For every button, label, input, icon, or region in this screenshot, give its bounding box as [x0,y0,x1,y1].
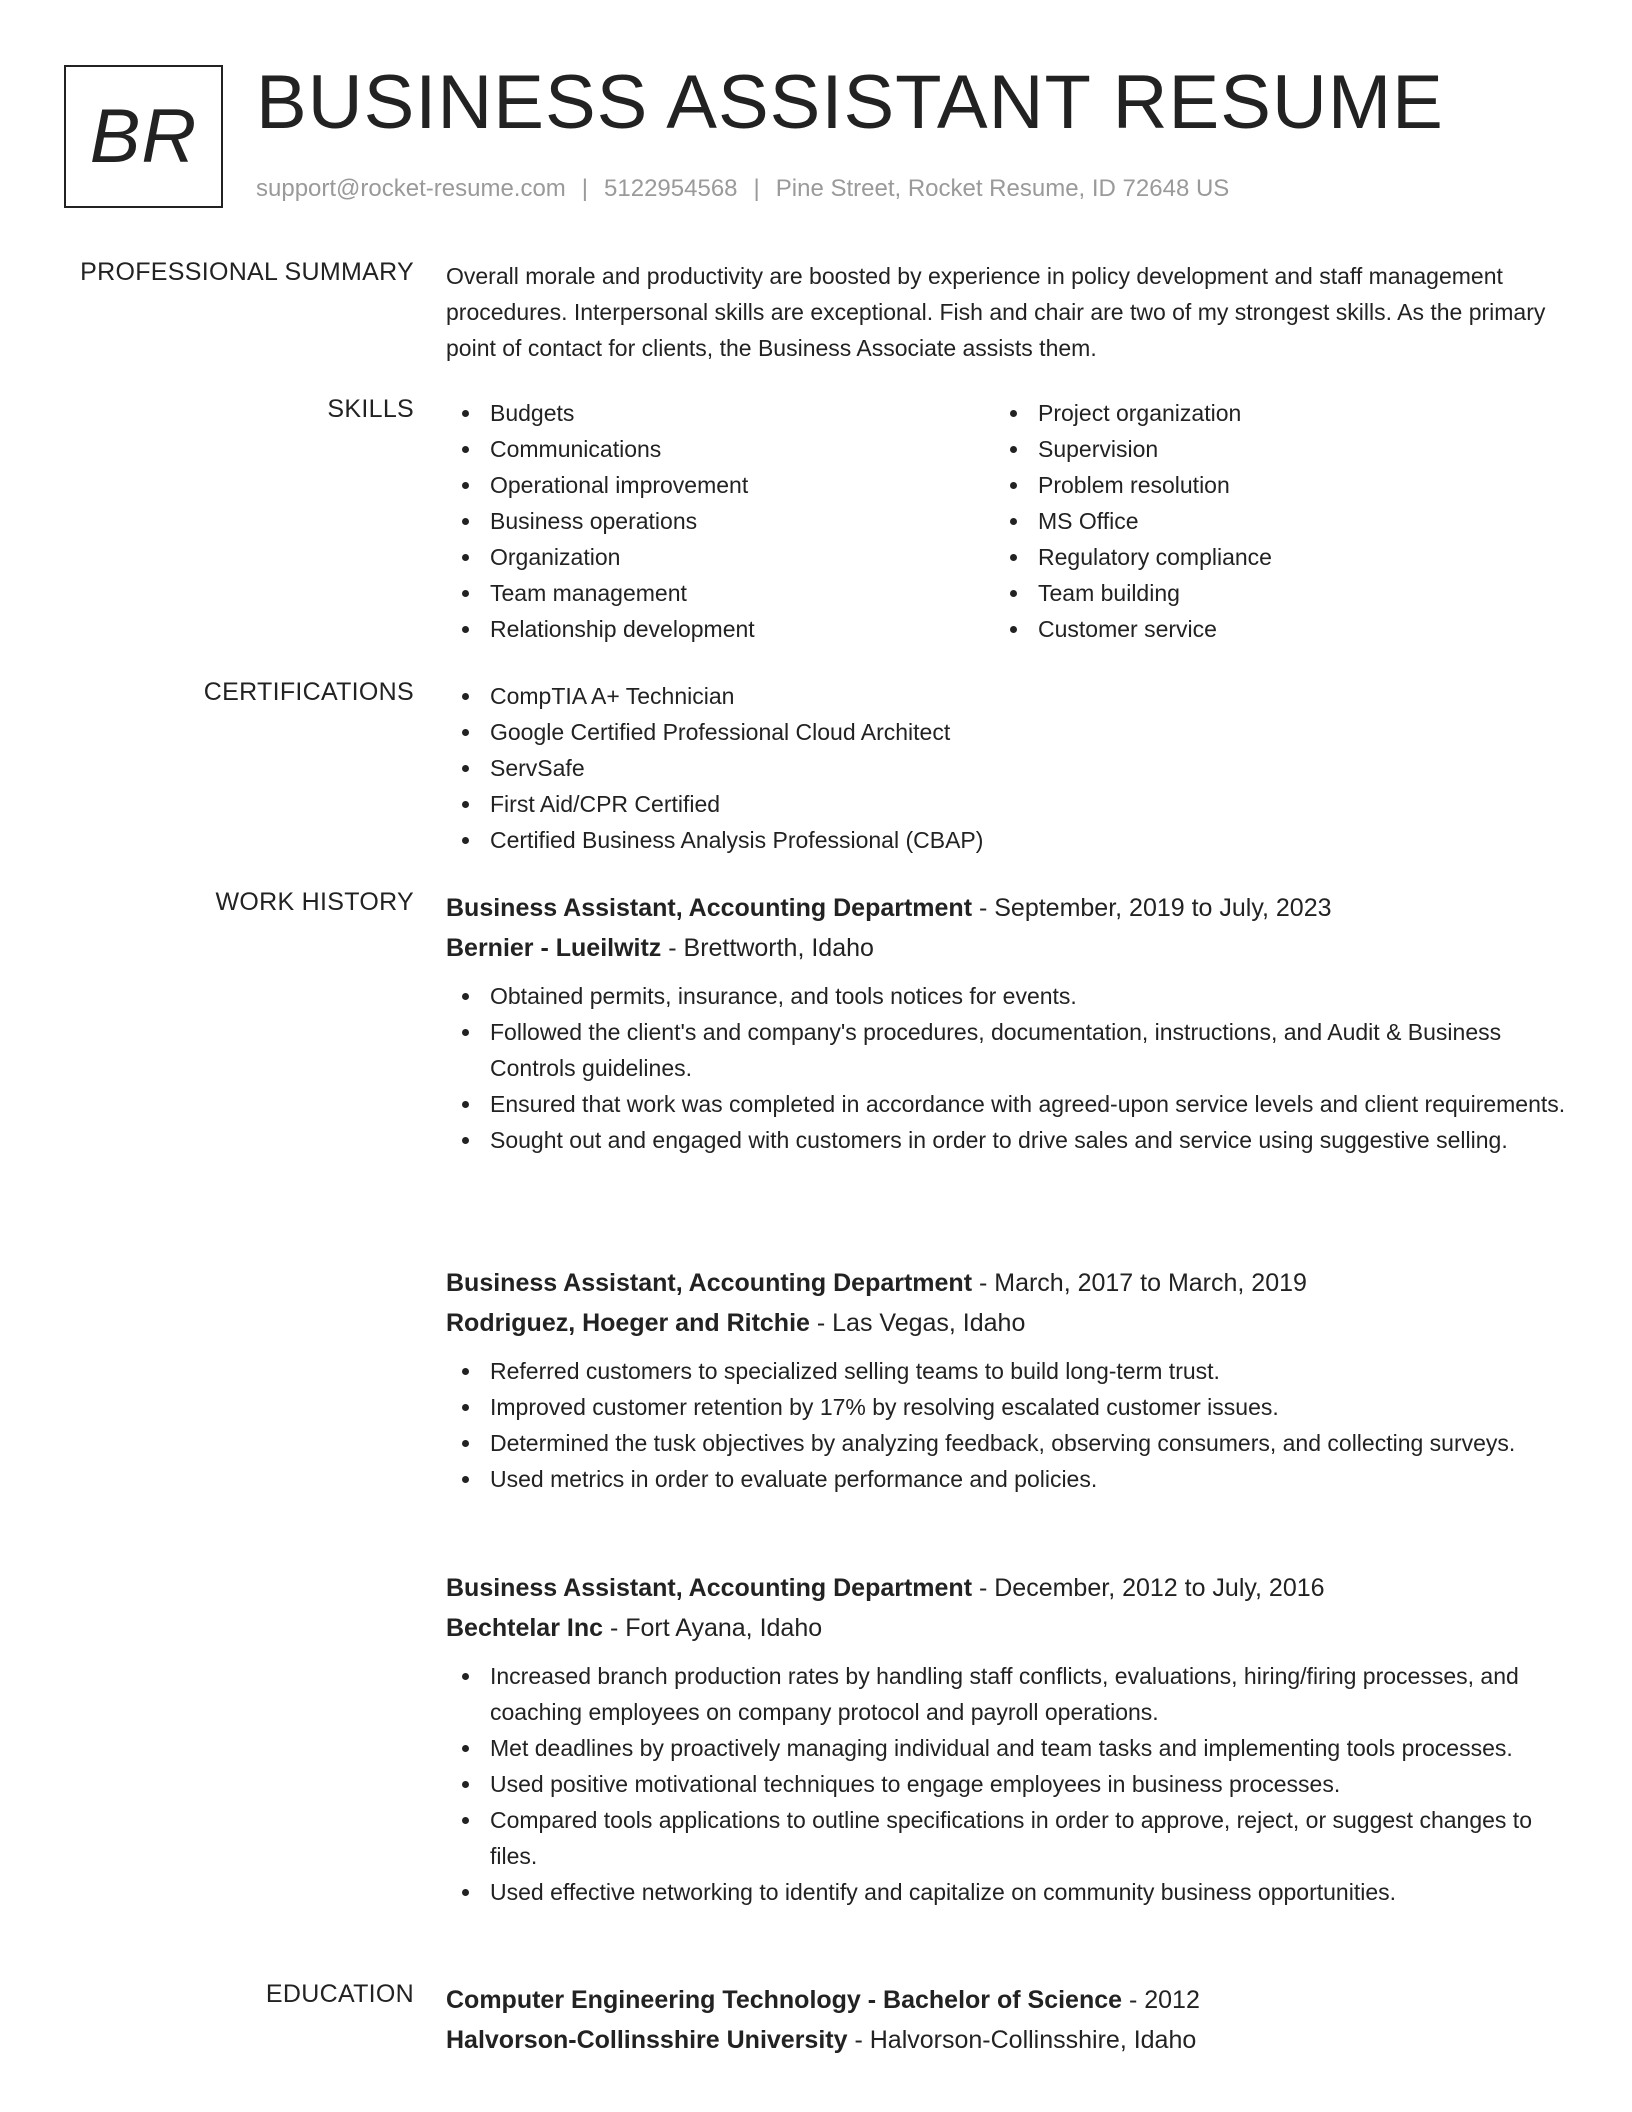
job-duty-item: Used effective networking to identify and capitalize on community business opportunities. [446,1874,1566,1910]
job-duty-item: Sought out and engaged with customers in order to drive sales and service using suggestive selling. [446,1122,1566,1158]
contact-email[interactable]: support@rocket-resume.com [256,175,566,202]
contact-line [256,175,1229,203]
job-duty-item: Used metrics in order to evaluate performance and policies. [446,1461,1566,1497]
job-entry [446,1568,1566,1910]
contact-separator: | [581,175,589,202]
skill-item: Organization [446,539,994,575]
certification-item: Certified Business Analysis Professional (CBAP) [446,822,1566,858]
skills-label: SKILLS [327,395,414,423]
school-location: - Halvorson-Collinsshire, Idaho [847,2026,1197,2054]
job-duty-item: Obtained permits, insurance, and tools notices for events. [446,978,1566,1014]
resume-title: BUSINESS ASSISTANT RESUME [256,60,1444,145]
certification-item: Google Certified Professional Cloud Architect [446,714,1566,750]
skill-item: Problem resolution [994,467,1542,503]
job-entry [446,1263,1566,1497]
skill-item: Project organization [994,395,1542,431]
job-company: Bernier - Lueilwitz [446,934,662,962]
certification-item: First Aid/CPR Certified [446,786,1566,822]
job-location: - Fort Ayana, Idaho [603,1614,823,1642]
certifications-content [446,678,1566,858]
summary-text: Overall morale and productivity are boosted by experience in policy development and staff management procedures. Interpersonal skills are exceptional. Fish and chair are two of my strongest skills. As the primary point of contact for clients, the Business Associate assists them. [446,263,1546,361]
job-duty-item: Followed the client's and company's procedures, documentation, instructions, and Audit & Business Controls guidelines. [446,1014,1566,1086]
contact-separator: | [753,175,760,202]
job-dates: - March, 2017 to March, 2019 [972,1269,1307,1297]
job-dates: - September, 2019 to July, 2023 [972,894,1332,922]
skill-item: Team building [994,575,1542,611]
degree-line [446,1980,1566,2020]
job-company-line [446,1303,1566,1343]
skill-item: Team management [446,575,994,611]
job-company-line [446,928,1566,968]
skill-item: Operational improvement [446,467,994,503]
job-duty-item: Used positive motivational techniques to engage employees in business processes. [446,1766,1566,1802]
skill-item: Relationship development [446,611,994,647]
skill-item: Budgets [446,395,994,431]
job-dates: - December, 2012 to July, 2016 [972,1574,1325,1602]
certification-item: ServSafe [446,750,1566,786]
skills-columns [446,395,1566,647]
job-duty-item: Determined the tusk objectives by analyzing feedback, observing consumers, and collecting surveys. [446,1425,1566,1461]
certification-item: CompTIA A+ Technician [446,678,1566,714]
degree-name: Computer Engineering Technology - Bachelor of Science [446,1986,1123,2014]
job-entry [446,888,1566,1158]
resume-header [64,60,1584,215]
contact-phone[interactable]: 5122954568 [604,175,738,202]
job-title: Business Assistant, Accounting Department [446,1269,973,1297]
skill-item: Communications [446,431,994,467]
job-company-line [446,1608,1566,1648]
skills-list-left [446,395,994,647]
job-location: - Brettworth, Idaho [661,934,874,962]
monogram-badge: BR [64,65,223,208]
job-duty-item: Compared tools applications to outline specifications in order to approve, reject, or suggest changes to files. [446,1802,1566,1874]
job-title-line [446,888,1566,928]
job-title-line [446,1263,1566,1303]
summary-label: PROFESSIONAL SUMMARY [80,258,414,286]
job-duty-item: Improved customer retention by 17% by resolving escalated customer issues. [446,1389,1566,1425]
job-title: Business Assistant, Accounting Department [446,894,973,922]
job-title-line [446,1568,1566,1608]
job-duties-list [446,1353,1566,1497]
job-duties-list [446,978,1566,1158]
job-duty-item: Ensured that work was completed in accordance with agreed-upon service levels and client requirements. [446,1086,1566,1122]
job-company: Rodriguez, Hoeger and Ritchie [446,1309,810,1337]
job-duty-item: Increased branch production rates by handling staff conflicts, evaluations, hiring/firing processes, and coaching employees on company protocol and payroll operations. [446,1658,1566,1730]
education-entry [446,1980,1566,2060]
skill-item: MS Office [994,503,1542,539]
job-title: Business Assistant, Accounting Department [446,1574,973,1602]
skill-item: Supervision [994,431,1542,467]
job-duty-item: Met deadlines by proactively managing individual and team tasks and implementing tools processes. [446,1730,1566,1766]
skill-item: Regulatory compliance [994,539,1542,575]
certifications-list [446,678,1566,858]
education-label: EDUCATION [265,1980,414,2008]
contact-address: Pine Street, Rocket Resume, ID 72648 US [775,175,1230,202]
job-location: - Las Vegas, Idaho [809,1309,1026,1337]
job-duties-list [446,1658,1566,1910]
skill-item: Business operations [446,503,994,539]
skills-list-right [994,395,1542,647]
school-name: Halvorson-Collinsshire University [446,2026,848,2054]
work-history-label: WORK HISTORY [215,888,414,916]
job-duty-item: Referred customers to specialized selling teams to build long-term trust. [446,1353,1566,1389]
skill-item: Customer service [994,611,1542,647]
degree-year: - 2012 [1122,1986,1200,2014]
certifications-label: CERTIFICATIONS [203,678,414,706]
school-line [446,2020,1566,2060]
job-company: Bechtelar Inc [446,1614,604,1642]
